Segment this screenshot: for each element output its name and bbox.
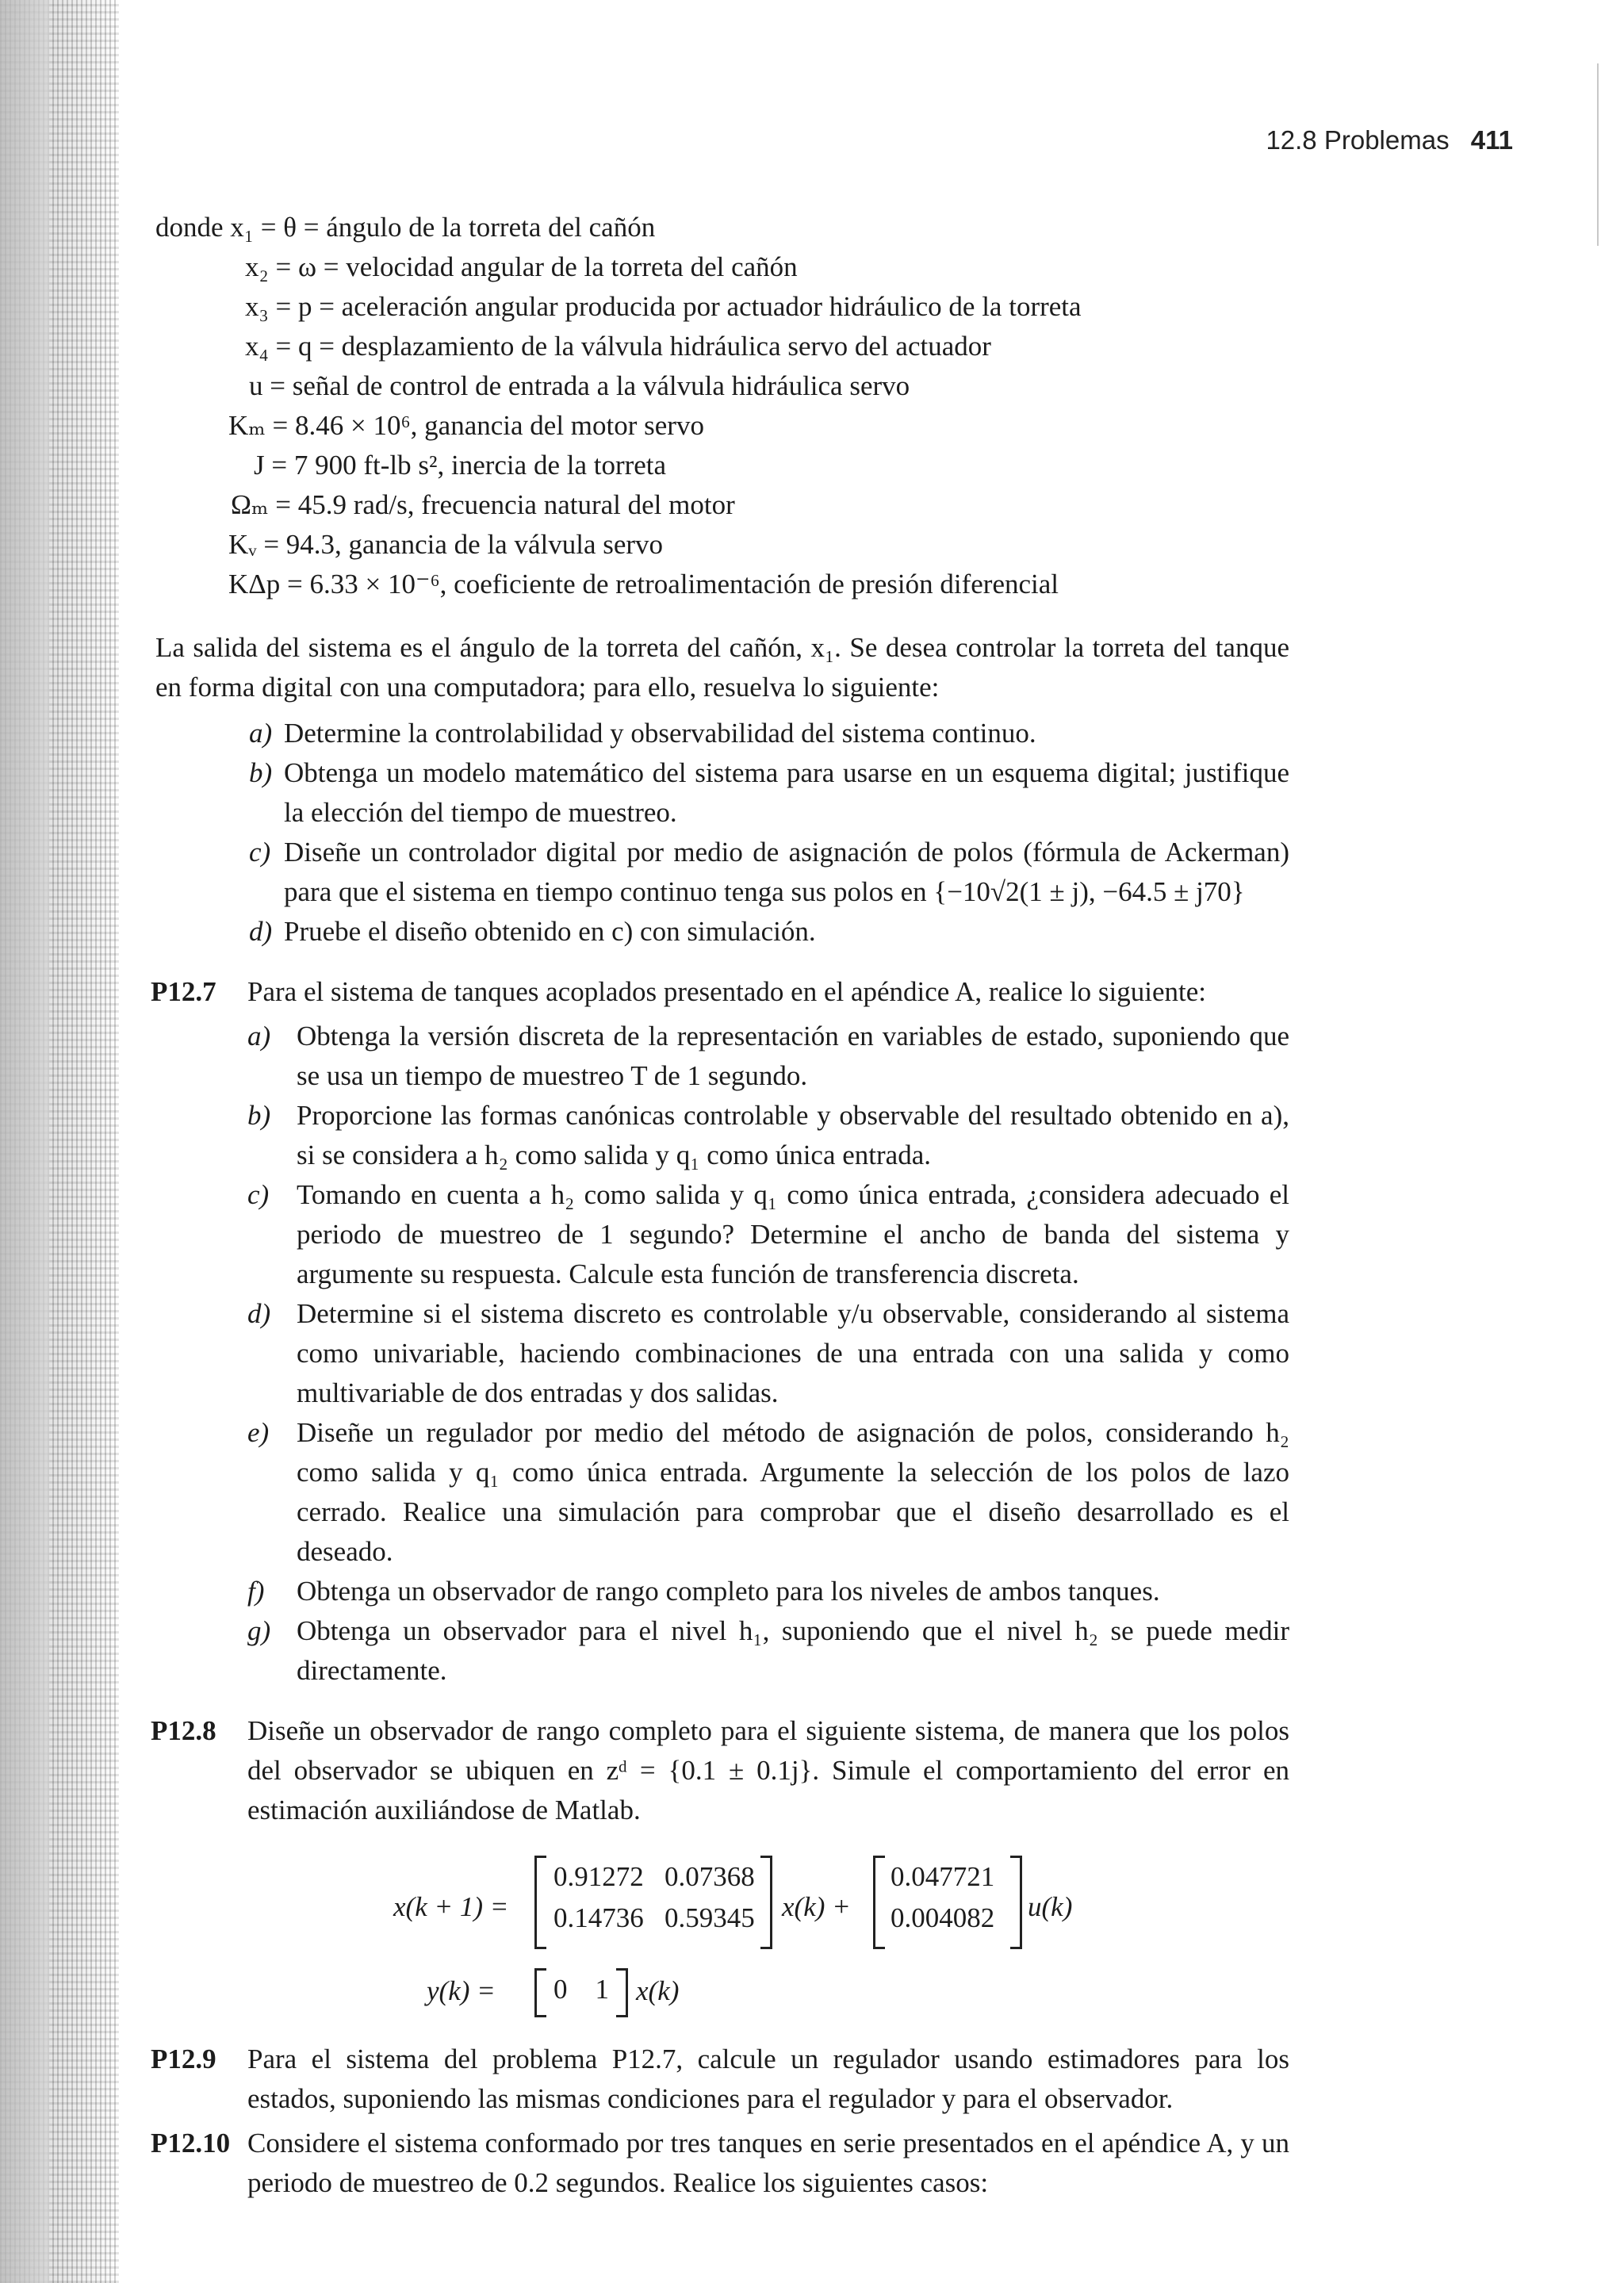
item-text: Proporcione las formas canónicas controlable y observable del resultado obtenido en a), si se considera a h₂ como salida y q₁ como única entrada. <box>297 1100 1289 1170</box>
def-line: x₄ = q = desplazamiento de la válvula hidráulica servo del actuador <box>245 331 991 362</box>
item-label: c) <box>249 837 271 868</box>
equation-lhs: x(k + 1) = <box>393 1891 509 1922</box>
item-label: d) <box>249 916 273 947</box>
item-label: b) <box>249 757 273 788</box>
problem-text: Para el sistema del problema P12.7, calcule un regulador usando estimadores para los estados, suponiendo las mismas condiciones para el regulador y para el observador. <box>247 2044 1289 2114</box>
list-item <box>155 912 1289 952</box>
matrix-cell: 0.14736 <box>553 1902 644 1933</box>
matrix-cell: 0.91272 <box>553 1861 644 1892</box>
list-item <box>155 753 1289 833</box>
def-line: u = señal de control de entrada a la válvula hidráulica servo <box>249 370 910 401</box>
item-text: Diseñe un regulador por medio del método de asignación de polos, considerando h₂ como salida y q₁ como única entrada. Argumente la selección de los polos de lazo cerrado. Realice una simulación para comprobar que el diseño desarrollado es el deseado. <box>297 1417 1289 1567</box>
item-label: b) <box>247 1100 271 1131</box>
problem-number: P12.9 <box>151 2044 216 2074</box>
subitems-list <box>155 714 1289 952</box>
item-label: g) <box>247 1615 271 1646</box>
list-item <box>247 1294 1289 1413</box>
item-text: Obtenga la versión discreta de la representación en variables de estado, suponiendo que se usa un tiempo de muestreo T de 1 segundo. <box>297 1021 1289 1091</box>
list-item <box>155 714 1289 753</box>
problem-text: Considere el sistema conformado por tres tanques en serie presentados en el apéndice A, y un periodo de muestreo de 0.2 segundos. Realice los siguientes casos: <box>247 2128 1289 2198</box>
problem-p12-10 <box>151 2124 1289 2203</box>
list-item <box>247 1413 1289 1572</box>
problem-p12-8 <box>151 1711 1289 1830</box>
list-item <box>247 1572 1289 1611</box>
item-text: Diseñe un controlador digital por medio de asignación de polos (fórmula de Ackerman) para que el sistema en tiempo continuo tenga sus polos en {−10√2(1 ± j), −64.5 ± j70} <box>284 837 1289 907</box>
def-line: Ωₘ = 45.9 rad/s, frecuencia natural del motor <box>231 489 735 520</box>
bracket-left <box>873 1856 885 1949</box>
state-space-equation <box>155 1841 1289 2032</box>
problem-number: P12.8 <box>151 1715 216 1746</box>
bracket-left <box>534 1856 546 1949</box>
item-label: e) <box>247 1417 270 1448</box>
equation-tail: u(k) <box>1028 1891 1073 1922</box>
book-gutter <box>0 0 49 2283</box>
item-text: Determine si el sistema discreto es controlable y/u observable, considerando al sistema como univariable, haciendo combinaciones de una entrada con una salida y como multivariable de dos entradas y dos salidas. <box>297 1298 1289 1408</box>
matrix-cell: 1 <box>595 1974 609 2005</box>
page-content <box>151 208 1289 2203</box>
problem-text: Para el sistema de tanques acoplados presentado en el apéndice A, realice lo siguiente: <box>247 976 1206 1007</box>
matrix-row <box>553 1970 609 2009</box>
matrix-cell: 0 <box>553 1974 568 2005</box>
item-text: Tomando en cuenta a h₂ como salida y q₁ como única entrada, ¿considera adecuado el periodo de muestreo de 1 segundo? Determine el ancho de banda del sistema y argumente su respuesta. Calcule esta función de transferencia discreta. <box>297 1179 1289 1289</box>
equation-tail: x(k) <box>636 1975 680 2006</box>
matrix-c <box>534 1968 628 2013</box>
item-text: Obtenga un observador de rango completo para los niveles de ambos tanques. <box>297 1576 1160 1607</box>
matrix-cell: 0.59345 <box>665 1902 755 1933</box>
list-item <box>247 1611 1289 1691</box>
problem-p12-7 <box>151 972 1289 1691</box>
list-item <box>155 833 1289 912</box>
section-number: 12.8 <box>1266 125 1317 155</box>
problem-text: Diseñe un observador de rango completo para el siguiente sistema, de manera que los polos del observador se ubiquen en zᵈ = {0.1 ± 0.1j}. Simule el comportamiento del error en estimación auxiliándose de Matlab. <box>247 1715 1289 1825</box>
def-line: J = 7 900 ft-lb s², inercia de la torreta <box>254 450 667 481</box>
matrix-cell: 0.004082 <box>891 1902 995 1933</box>
item-label: a) <box>249 718 273 749</box>
page-number: 411 <box>1470 125 1513 155</box>
page-edge-line <box>1597 63 1599 246</box>
problem-number: P12.7 <box>151 976 216 1007</box>
def-line: KΔp = 6.33 × 10⁻⁶, coeficiente de retroalimentación de presión diferencial <box>228 569 1059 599</box>
item-label: f) <box>247 1576 265 1607</box>
problem-number: P12.10 <box>151 2128 231 2159</box>
def-line: Kₘ = 8.46 × 10⁶, ganancia del motor servo <box>228 410 704 441</box>
def-line: Kᵥ = 94.3, ganancia de la válvula servo <box>228 529 664 560</box>
def-line: x₃ = p = aceleración angular producida por actuador hidráulico de la torreta <box>245 291 1082 322</box>
matrix-cell: 0.07368 <box>665 1861 755 1892</box>
def-line: donde x₁ = θ = ángulo de la torreta del cañón <box>155 212 656 243</box>
item-label: d) <box>247 1298 271 1329</box>
matrix-cell: 0.047721 <box>891 1861 995 1892</box>
item-label: a) <box>247 1021 271 1051</box>
matrix-row <box>553 1857 755 1897</box>
running-header <box>1266 125 1513 155</box>
section-title: Problemas <box>1323 125 1450 155</box>
bracket-left <box>534 1968 546 2017</box>
variable-definitions <box>155 208 1289 628</box>
bracket-right <box>1010 1856 1022 1949</box>
item-label: c) <box>247 1179 270 1210</box>
matrix-row <box>553 1898 755 1938</box>
intro-paragraph: La salida del sistema es el ángulo de la torreta del cañón, x₁. Se desea controlar la torreta del tanque en forma digital con una computadora; para ello, resuelva lo siguiente: <box>155 632 1289 703</box>
list-item <box>247 1175 1289 1294</box>
item-text: Obtenga un modelo matemático del sistema para usarse en un esquema digital; justifique la elección del tiempo de muestreo. <box>284 757 1289 828</box>
item-text: Determine la controlabilidad y observabilidad del sistema continuo. <box>284 718 1036 749</box>
item-text: Pruebe el diseño obtenido en c) con simulación. <box>284 916 816 947</box>
matrix-a <box>534 1856 772 1944</box>
matrix-b <box>873 1856 1022 1944</box>
bracket-right <box>760 1856 772 1949</box>
equation-mid: x(k) + <box>782 1891 851 1922</box>
problem-p12-9 <box>151 2040 1289 2119</box>
bracket-right <box>616 1968 628 2017</box>
list-item <box>247 1017 1289 1096</box>
def-line: x₂ = ω = velocidad angular de la torreta del cañón <box>245 251 798 282</box>
problem-items <box>247 1017 1289 1691</box>
list-item <box>247 1096 1289 1175</box>
equation-lhs: y(k) = <box>427 1975 496 2006</box>
item-text: Obtenga un observador para el nivel h₁, suponiendo que el nivel h₂ se puede medir directamente. <box>297 1615 1289 1686</box>
